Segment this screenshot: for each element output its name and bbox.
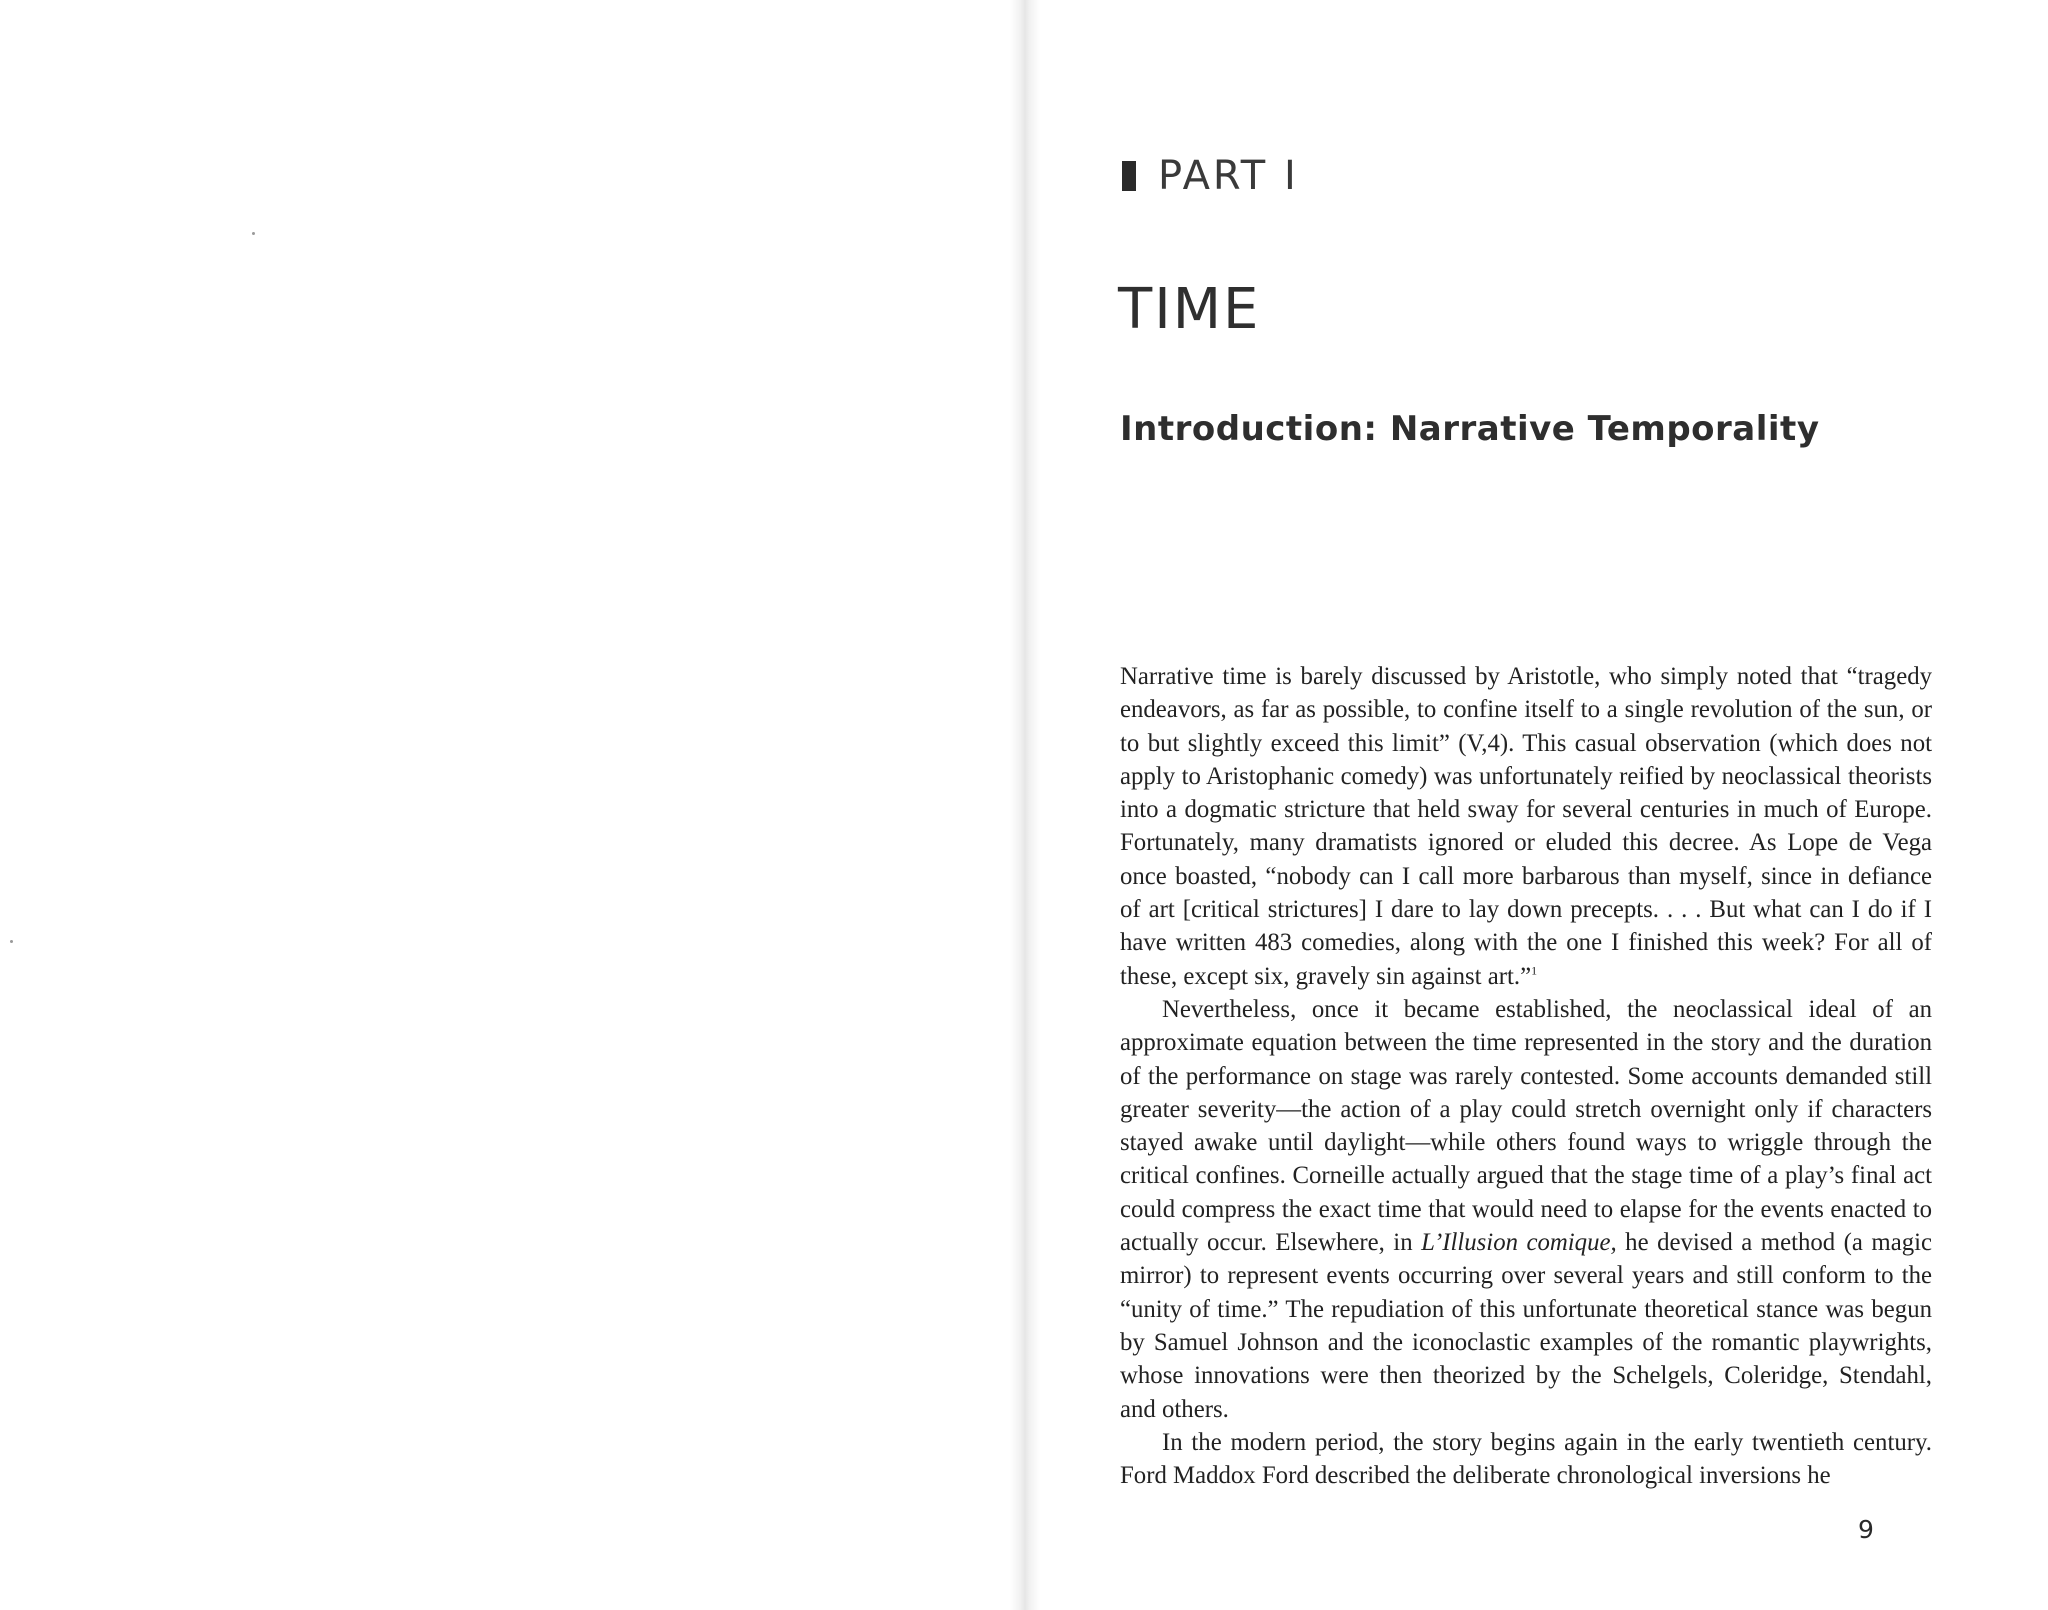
part-title: TIME (1118, 277, 1261, 342)
page-number: 9 (1858, 1515, 1874, 1544)
body-text (1120, 660, 1932, 1492)
paragraph (1120, 993, 1932, 1426)
paragraph (1120, 660, 1932, 993)
text-segment: In the modern period, the story begins again in the early twentieth century. Ford Maddox Ford described the deliberate chronological inversions he (1120, 1428, 1932, 1490)
part-heading (1122, 152, 1299, 200)
book-gutter (1010, 0, 1040, 1610)
blank-left-page (0, 0, 1020, 1610)
italic-title: L’Illusion comique, (1421, 1229, 1617, 1257)
text-segment: he devised a method (a magic mirror) to represent events occurring over several years and still conform to the “unity of time.” The repudiation of this unfortunate theoretical stance was begun by Samuel Johnson and the iconoclastic examples of the romantic playwrights, whose innovations were then theorized by the Schelgels, Coleridge, Stendahl, and others. (1120, 1229, 1932, 1423)
text-segment: Nevertheless, once it became established, the neoclassical ideal of an approximate equation between the time represented in the story and the duration of the performance on stage was rarely contested. Some accounts demanded still greater severity—the action of a play could stretch overnight only if characters stayed awake until daylight—while others found ways to wriggle through the critical confines. Corneille actually argued that the stage time of a play’s final act could compress the exact time that would need to elapse for the events enacted to actually occur. Elsewhere, in (1120, 995, 1932, 1257)
paper-speck (252, 232, 255, 235)
paragraph (1120, 1426, 1932, 1493)
text-segment: Narrative time is barely discussed by Aristotle, who simply noted that “tragedy endeavors, as far as possible, to confine itself to a single revolution of the sun, or to but slightly exceed this limit” (V,4). This casual observation (which does not apply to Aristophanic comedy) was unfortunately reified by neoclassical theorists into a dogmatic stricture that held sway for several centuries in much of Europe. Fortunately, many dramatists ignored or eluded this decree. As Lope de Vega once boasted, “nobody can I call more barbarous than myself, since in defiance of art [critical strictures] I dare to lay down precepts. . . . But what can I do if I have written 483 comedies, along with the one I finished this week? For all of these, except six, gravely sin against art.” (1120, 663, 1932, 990)
paper-speck (10, 940, 13, 943)
part-marker-bar (1122, 161, 1136, 191)
part-label: PART I (1158, 153, 1299, 199)
footnote-marker: 1 (1531, 963, 1538, 978)
section-title: Introduction: Narrative Temporality (1120, 409, 1820, 449)
